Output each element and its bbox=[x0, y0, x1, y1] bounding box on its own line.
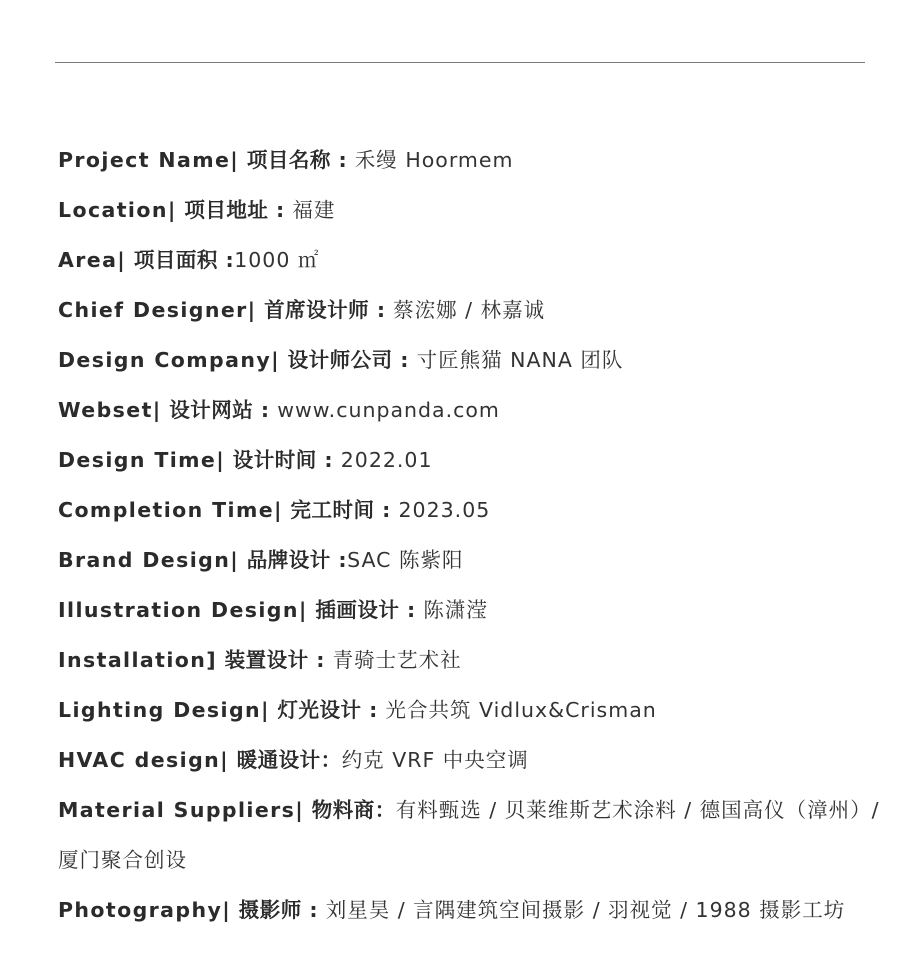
credit-label-en: Brand Design| bbox=[58, 548, 240, 572]
credit-label-en: Design Company| bbox=[58, 348, 280, 372]
credit-label-en: Webset| bbox=[58, 398, 162, 422]
credit-value: SAC 陈紫阳 bbox=[347, 548, 464, 572]
credit-value: 寸匠熊猫 NANA 团队 bbox=[416, 348, 624, 372]
credit-label-cn: 完工时间 : bbox=[282, 498, 399, 522]
credit-label-cn: 插画设计 : bbox=[307, 598, 424, 622]
credit-location bbox=[58, 185, 878, 235]
credit-value: 刘星昊 / 言隅建筑空间摄影 / 羽视觉 / 1988 摄影工坊 bbox=[325, 898, 846, 922]
credit-installation bbox=[58, 635, 878, 685]
project-credits bbox=[58, 135, 878, 935]
credit-value: 厦门聚合创设 bbox=[58, 848, 187, 872]
credit-value: 光合共筑 Vidlux&Crisman bbox=[385, 698, 657, 722]
credit-label-cn: 项目名称 : bbox=[239, 148, 355, 172]
top-divider bbox=[55, 62, 865, 63]
credit-completion-time bbox=[58, 485, 878, 535]
credit-label-cn: 品牌设计 : bbox=[239, 548, 348, 572]
credit-photography bbox=[58, 885, 878, 935]
credit-value: 陈潇滢 bbox=[423, 598, 488, 622]
credit-label-en: Material Suppliers| bbox=[58, 798, 305, 822]
credit-label-en: Completion Time| bbox=[58, 498, 283, 522]
credit-label-cn: 物料商： bbox=[304, 798, 396, 822]
credit-value: 蔡浤娜 / 林嘉诚 bbox=[393, 298, 546, 322]
credit-lighting-design bbox=[58, 685, 878, 735]
credit-website bbox=[58, 385, 878, 435]
credit-material-suppliers bbox=[58, 785, 878, 835]
credit-label-en: Installation] bbox=[58, 648, 218, 672]
credit-label-cn: 设计时间 : bbox=[225, 448, 341, 472]
credit-label-cn: 设计师公司 : bbox=[280, 348, 417, 372]
credit-illustration-design bbox=[58, 585, 878, 635]
credit-chief-designer bbox=[58, 285, 878, 335]
credit-value: www.cunpanda.com bbox=[277, 398, 500, 422]
credit-label-cn: 暖通设计： bbox=[229, 748, 342, 772]
credit-label-cn: 灯光设计 : bbox=[269, 698, 386, 722]
credit-label-en: Chief Designer| bbox=[58, 298, 257, 322]
credit-label-cn: 设计网站 : bbox=[161, 398, 278, 422]
credit-hvac-design bbox=[58, 735, 878, 785]
credit-material-suppliers-continued bbox=[58, 835, 878, 885]
credit-label-cn: 装置设计 : bbox=[217, 648, 333, 672]
credit-project-name bbox=[58, 135, 878, 185]
credit-label-en: Design Time| bbox=[58, 448, 226, 472]
credit-label-en: Location| bbox=[58, 198, 177, 222]
credit-value: 青骑士艺术社 bbox=[332, 648, 462, 672]
credit-label-en: Lighting Design| bbox=[58, 698, 270, 722]
credit-area bbox=[58, 235, 878, 285]
credit-design-company bbox=[58, 335, 878, 385]
credit-value: 2023.05 bbox=[398, 498, 491, 522]
credit-label-cn: 首席设计师 : bbox=[256, 298, 394, 322]
credit-label-en: Area| bbox=[58, 248, 127, 272]
credit-value: 有料甄选 / 贝莱维斯艺术涂料 / 德国高仪（漳州）/ bbox=[395, 798, 880, 822]
credit-label-en: Project Name| bbox=[58, 148, 240, 172]
credit-label-cn: 项目面积 : bbox=[126, 248, 235, 272]
credit-design-time bbox=[58, 435, 878, 485]
credit-value: 2022.01 bbox=[340, 448, 433, 472]
credit-label-en: Illustration Design| bbox=[58, 598, 308, 622]
credit-brand-design bbox=[58, 535, 878, 585]
credit-label-en: Photography| bbox=[58, 898, 232, 922]
credit-value: 约克 VRF 中央空调 bbox=[341, 748, 529, 772]
credit-value: 禾缦 Hoormem bbox=[354, 148, 514, 172]
credit-label-cn: 项目地址 : bbox=[176, 198, 293, 222]
credit-label-en: HVAC design| bbox=[58, 748, 230, 772]
credit-value: 福建 bbox=[292, 198, 336, 222]
credit-value: 1000 ㎡ bbox=[234, 248, 320, 272]
credit-label-cn: 摄影师 : bbox=[231, 898, 326, 922]
